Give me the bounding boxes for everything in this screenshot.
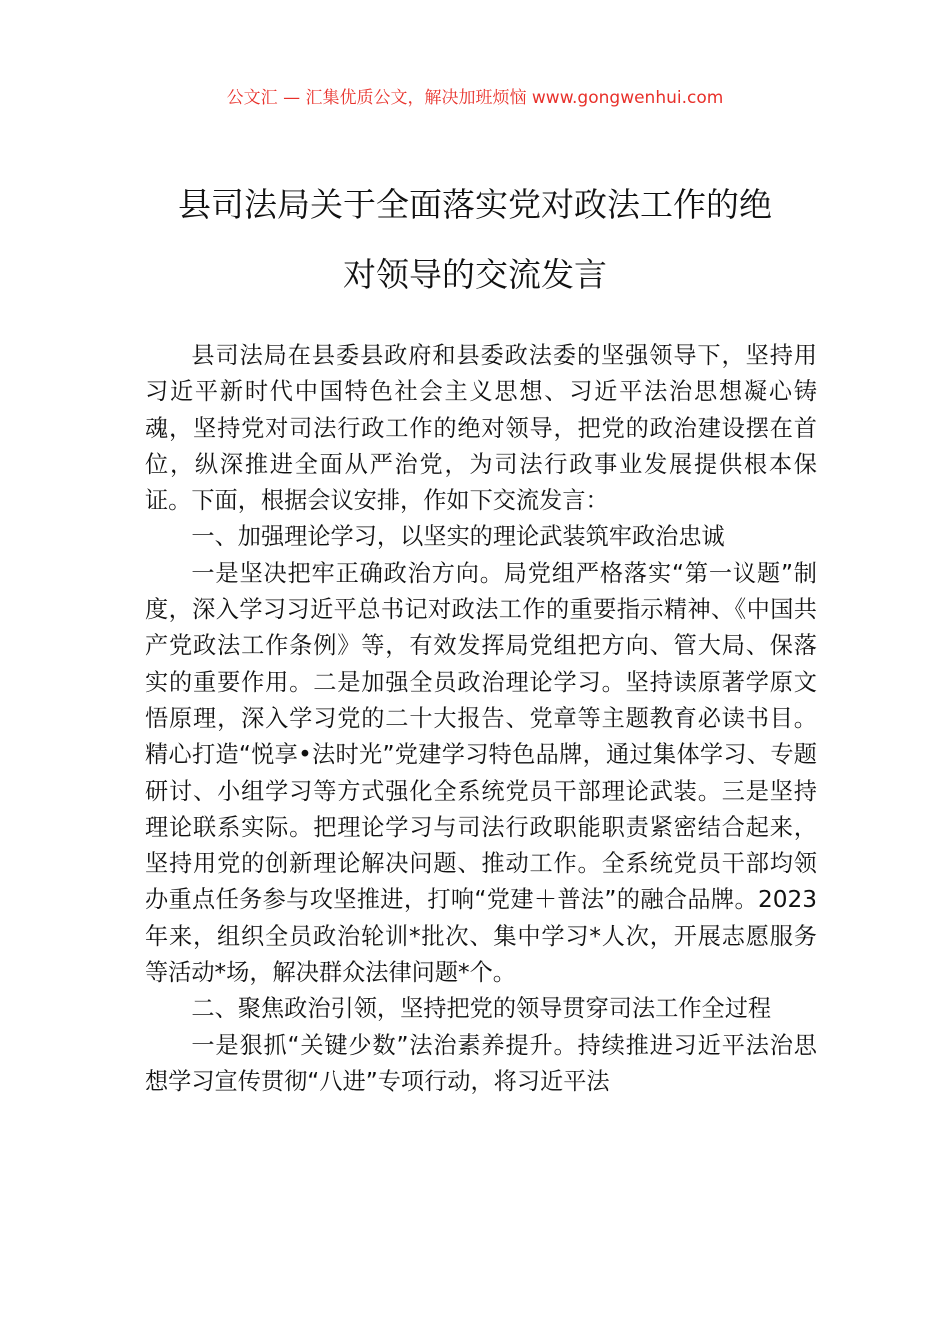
- section-2-paragraph: 一是狠抓“关键少数”法治素养提升。持续推进习近平法治思想学习宣传贯彻“八进”专项行动，将习近平法: [145, 1031, 817, 1095]
- intro-paragraph: 县司法局在县委县政府和县委政法委的坚强领导下，坚持用习近平新时代中国特色社会主义思想、习近平法治思想凝心铸魂，坚持党对司法行政工作的绝对领导，把党的政治建设摆在首位，纵深推进全面从严治党，为司法行政事业发展提供根本保证。下面，根据会议安排，作如下交流发言：: [145, 342, 817, 515]
- section-heading-1: 一、加强理论学习，以坚实的理论武装筑牢政治忠诚: [191, 523, 725, 551]
- section-heading-2: 二、聚焦政治引领，坚持把党的领导贯穿司法工作全过程: [191, 995, 772, 1023]
- document-title: [60, 170, 890, 310]
- document-body: [145, 338, 817, 1100]
- section-1-paragraph: 一是坚决把牢正确政治方向。局党组严格落实“第一议题”制度，深入学习习近平总书记对政法工作的重要指示精神、《中国共产党政法工作条例》等，有效发挥局党组把方向、管大局、保落实的重要作用。二是加强全员政治理论学习。坚持读原著学原文悟原理，深入学习党的二十大报告、党章等主题教育必读书目。精心打造“悦享•法时光”党建学习特色品牌，通过集体学习、专题研讨、小组学习等方式强化全系统党员干部理论武装。三是坚持理论联系实际。把理论学习与司法行政职能职责紧密结合起来，坚持用党的创新理论解决问题、推动工作。全系统党员干部均领办重点任务参与攻坚推进，打响“党建＋普法”的融合品牌。2023年来，组织全员政治轮训*批次、集中学习*人次，开展志愿服务等活动*场，解决群众法律问题*个。: [145, 559, 817, 987]
- document-title-line-1: 县司法局关于全面落实党对政法工作的绝: [178, 185, 772, 224]
- site-header-banner: 公文汇 — 汇集优质公文，解决加班烦恼 www.gongwenhui.com: [226, 88, 724, 108]
- document-title-line-2: 对领导的交流发言: [343, 255, 607, 294]
